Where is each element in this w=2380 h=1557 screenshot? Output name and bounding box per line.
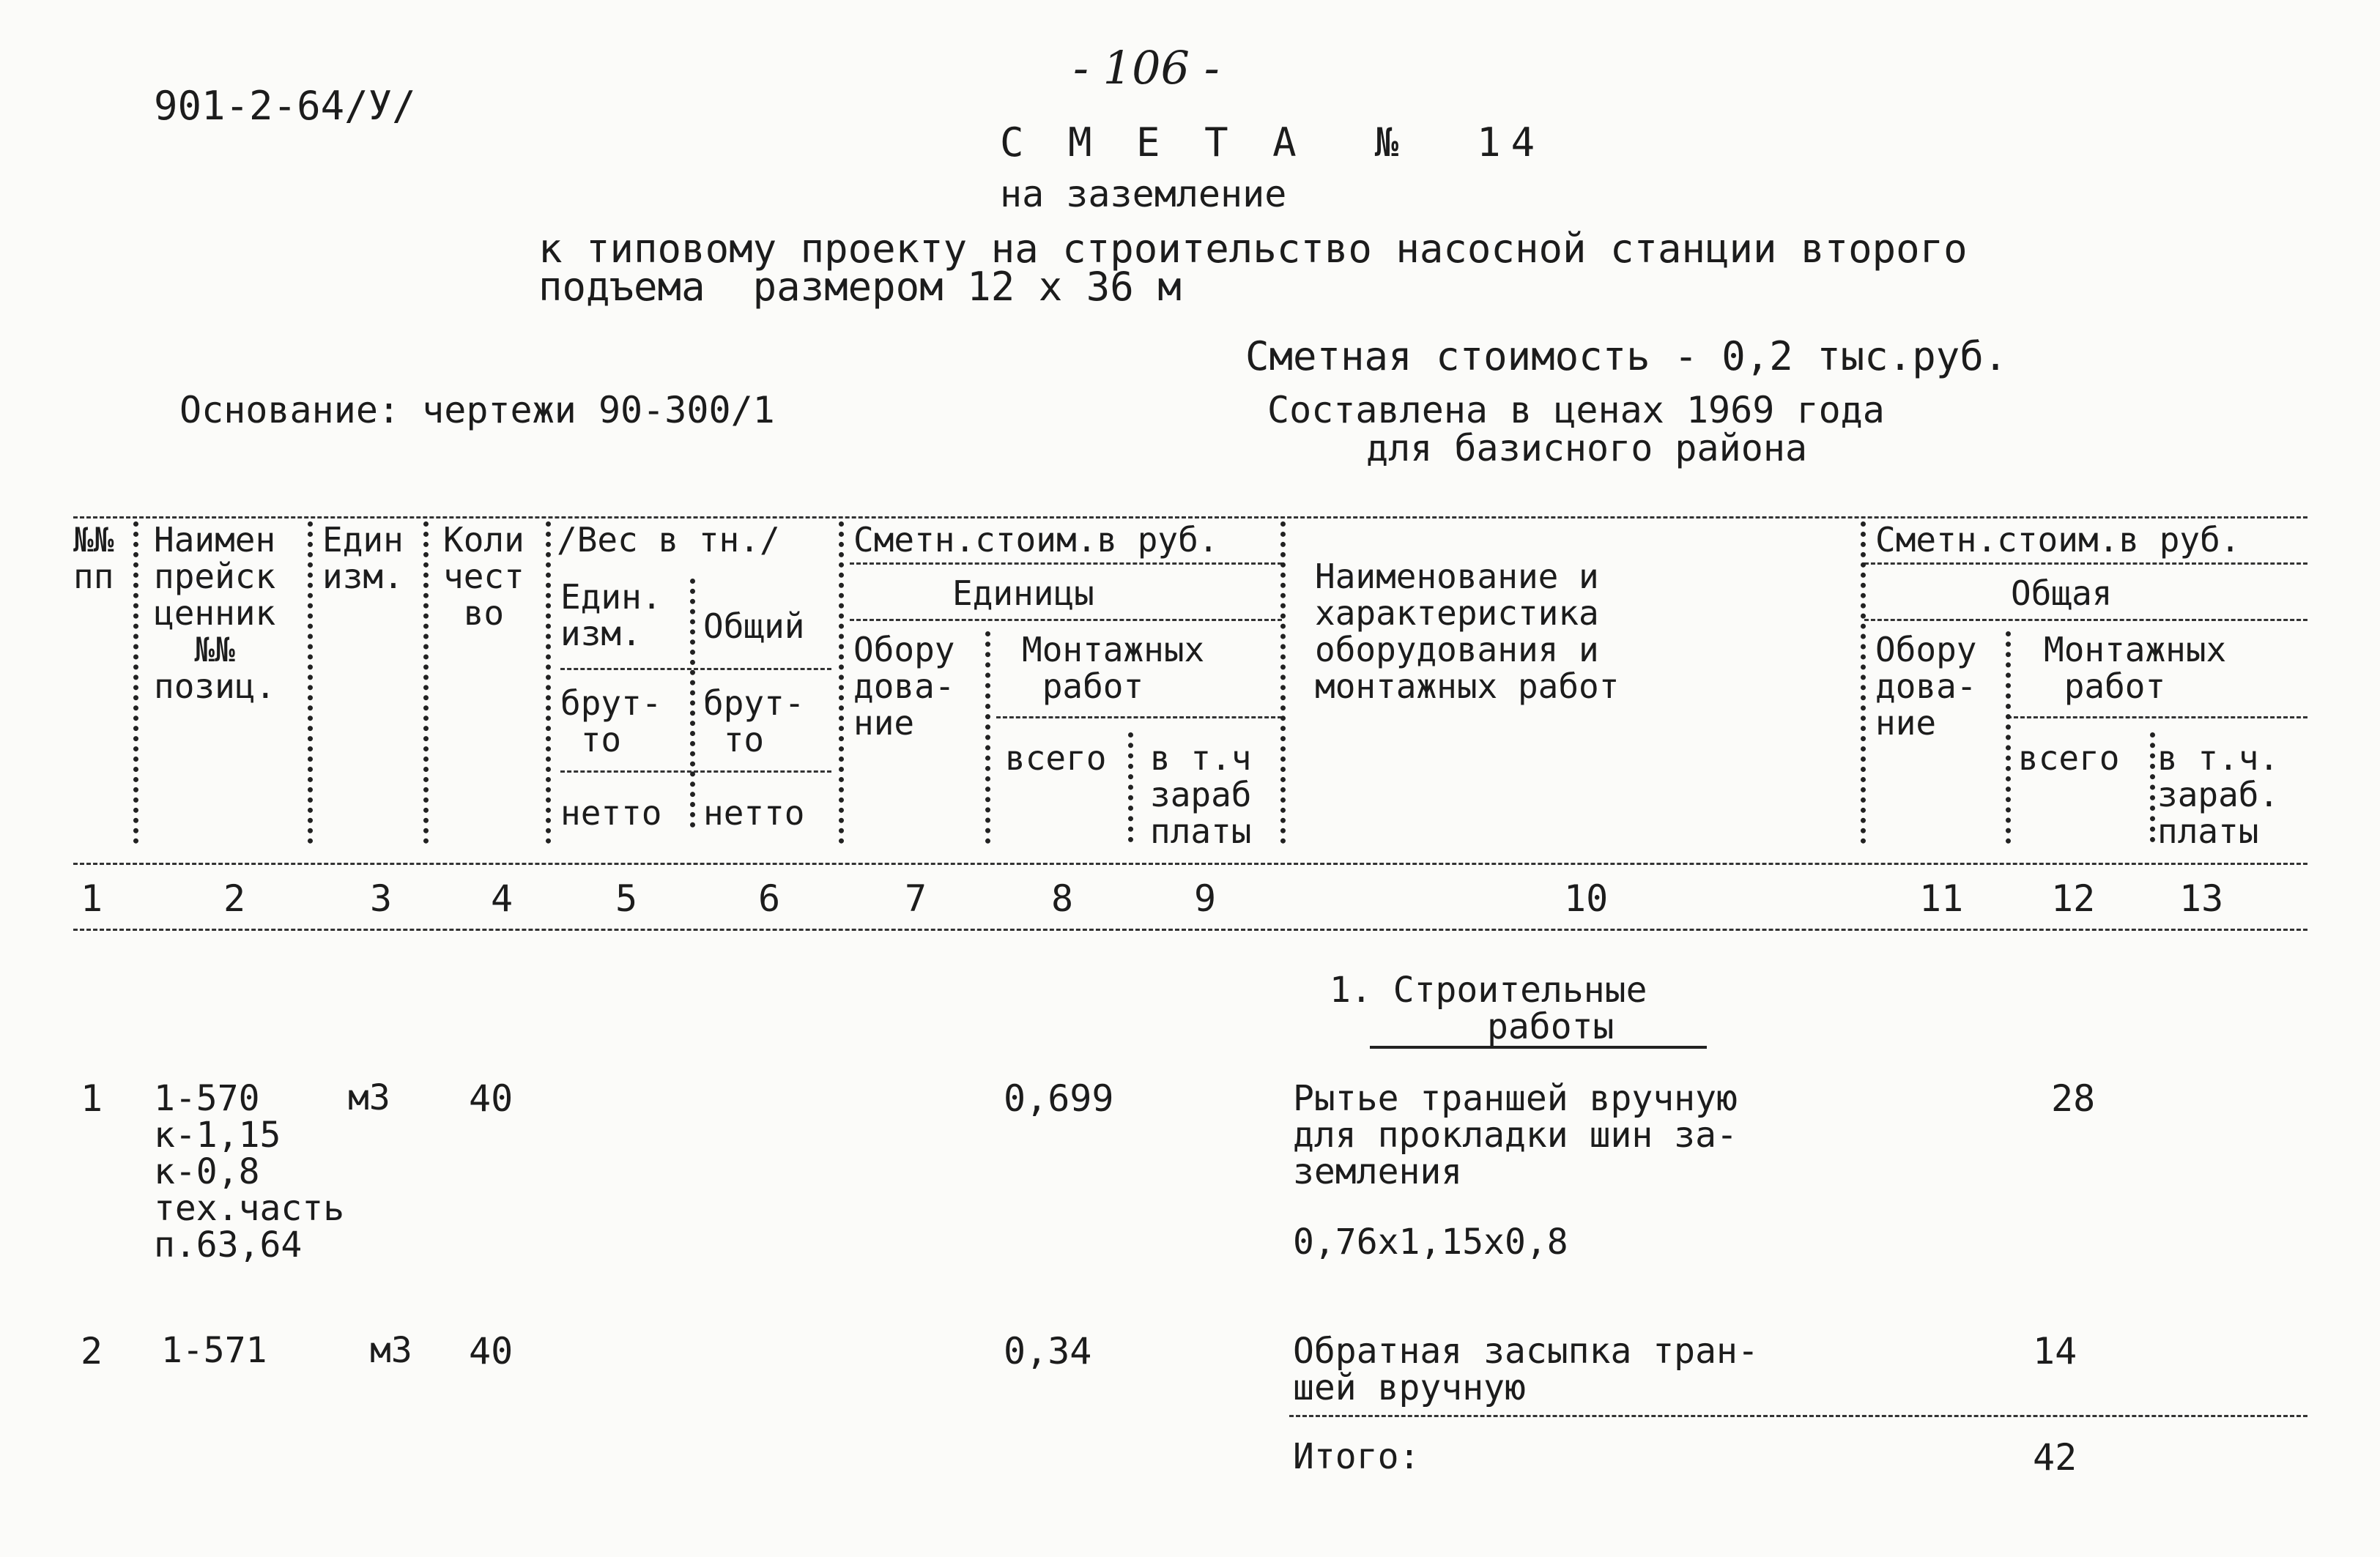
total-rule bbox=[1289, 1415, 2307, 1417]
column-number: 8 bbox=[1051, 877, 1074, 920]
col-sep-8 bbox=[1128, 732, 1133, 842]
header-cost-group-right: Сметн.стоим.в руб. bbox=[1875, 520, 2241, 560]
row-unit: м3 bbox=[370, 1330, 412, 1371]
row-price-code: 1-570 к-1,15 к-0,8 тех.часть п.63,64 bbox=[154, 1078, 345, 1266]
column-number: 10 bbox=[1564, 877, 1609, 920]
header-total-rule bbox=[1864, 619, 2307, 621]
header-top-rule bbox=[73, 516, 2307, 519]
header-col-13: в т.ч. зараб. платы bbox=[2157, 738, 2280, 851]
column-number: 7 bbox=[905, 877, 927, 920]
row-unit-price: 0,34 bbox=[1004, 1330, 1092, 1372]
column-numbers-bottom-rule bbox=[73, 929, 2307, 931]
header-col-5-gross: брут- то bbox=[560, 683, 662, 759]
header-unit-rule bbox=[850, 619, 1282, 621]
col-sep-11 bbox=[2006, 631, 2011, 844]
col-sep-4 bbox=[546, 521, 551, 844]
col-sep-6 bbox=[839, 521, 844, 844]
header-col-12: всего bbox=[2018, 738, 2120, 778]
row-total: 28 bbox=[2051, 1077, 2096, 1120]
column-number: 9 bbox=[1194, 877, 1217, 920]
row-work-name: Рытье траншей вручную для прокладки шин за- земления bbox=[1293, 1078, 1738, 1192]
header-cost-rule-right bbox=[1864, 562, 2307, 565]
header-col-11: Обору дова- ние bbox=[1875, 630, 1977, 743]
column-number: 11 bbox=[1919, 877, 1964, 920]
row-unit-price: 0,699 bbox=[1004, 1077, 1114, 1120]
header-col-8: всего bbox=[1005, 738, 1107, 778]
header-col-10: Наименование и характеристика оборудования и монтажных работ bbox=[1315, 557, 1620, 706]
header-col-9: в т.ч зараб платы bbox=[1150, 738, 1252, 851]
col-sep-2 bbox=[308, 521, 313, 844]
header-install-rule-left bbox=[996, 716, 1282, 718]
col-sep-7 bbox=[985, 631, 990, 844]
description-line-2: подъема размером 12 х 36 м bbox=[538, 264, 1182, 310]
header-col-1: №№ пп bbox=[73, 520, 114, 596]
header-install-group-right: Монтажных работ bbox=[2044, 630, 2227, 706]
section-title-underline bbox=[1370, 1046, 1707, 1049]
col-sep-10 bbox=[1861, 521, 1866, 844]
header-col-6-gross: брут- то bbox=[703, 683, 805, 759]
header-col-4: Коли чест во bbox=[443, 520, 524, 633]
page-number: - 106 - bbox=[1073, 41, 1220, 94]
basis: Основание: чертежи 90-300/1 bbox=[179, 389, 775, 431]
column-number: 2 bbox=[223, 877, 246, 920]
header-weight-rule-1 bbox=[560, 668, 831, 670]
row-quantity: 40 bbox=[469, 1330, 514, 1372]
document-subtitle: на заземление bbox=[1000, 173, 1287, 215]
row-number: 2 bbox=[81, 1330, 103, 1372]
column-number: 5 bbox=[615, 877, 638, 920]
document-title: С М Е Т А № 14 bbox=[1000, 119, 1546, 166]
row-number: 1 bbox=[81, 1077, 103, 1120]
header-col-5-net: нетто bbox=[560, 793, 662, 833]
header-col-6-net: нетто bbox=[703, 793, 805, 833]
column-number: 13 bbox=[2179, 877, 2224, 920]
section-title-line-2: работы bbox=[1487, 1006, 1615, 1047]
column-number: 1 bbox=[81, 877, 103, 920]
row-total: 14 bbox=[2033, 1330, 2077, 1372]
column-number: 12 bbox=[2051, 877, 2096, 920]
prices-line-2: для базисного района bbox=[1366, 427, 1808, 469]
header-total-group: Общая bbox=[2011, 573, 2113, 613]
total-label: Итого: bbox=[1293, 1436, 1420, 1477]
prices-line-1: Составлена в ценах 1969 года bbox=[1267, 389, 1885, 431]
row-price-code: 1-571 bbox=[161, 1330, 267, 1371]
description-line-1: к типовому проекту на строительство насосной станции второго bbox=[538, 226, 1968, 272]
header-cost-rule-left bbox=[850, 562, 1282, 565]
col-sep-3 bbox=[423, 521, 429, 844]
header-install-rule-right bbox=[2007, 716, 2307, 718]
row-quantity: 40 bbox=[469, 1077, 514, 1120]
row-work-name: Обратная засыпка тран- шей вручную bbox=[1293, 1331, 1759, 1408]
total-value: 42 bbox=[2033, 1436, 2077, 1479]
header-col-2: Наимен прейск ценник №№ позиц. bbox=[154, 520, 276, 706]
col-sep-5 bbox=[690, 579, 695, 828]
document-code: 901-2-64/У/ bbox=[154, 83, 416, 129]
header-install-group-left: Монтажных работ bbox=[1022, 630, 1205, 706]
col-sep-12 bbox=[2150, 732, 2155, 842]
header-col-3: Един изм. bbox=[322, 520, 404, 596]
column-number: 4 bbox=[491, 877, 514, 920]
estimated-cost: Сметная стоимость - 0,2 тыс.руб. bbox=[1245, 333, 2008, 379]
header-col-5-unit: Един. изм. bbox=[560, 577, 662, 653]
col-sep-1 bbox=[133, 521, 138, 844]
col-sep-9 bbox=[1280, 521, 1286, 844]
header-weight-group: /Вес в тн./ bbox=[557, 520, 780, 560]
header-col-7: Обору дова- ние bbox=[853, 630, 955, 743]
header-weight-rule-2 bbox=[560, 770, 831, 773]
header-cost-group-left: Сметн.стоим.в руб. bbox=[853, 520, 1219, 560]
column-number: 3 bbox=[370, 877, 393, 920]
row-formula: 0,76х1,15х0,8 bbox=[1293, 1222, 1568, 1263]
column-number: 6 bbox=[758, 877, 781, 920]
section-title-line-1: 1. Строительные bbox=[1330, 970, 1647, 1011]
column-numbers-top-rule bbox=[73, 863, 2307, 865]
header-unit-group: Единицы bbox=[952, 573, 1094, 613]
row-unit: м3 bbox=[348, 1077, 390, 1118]
header-col-6-total: Общий bbox=[703, 606, 805, 646]
